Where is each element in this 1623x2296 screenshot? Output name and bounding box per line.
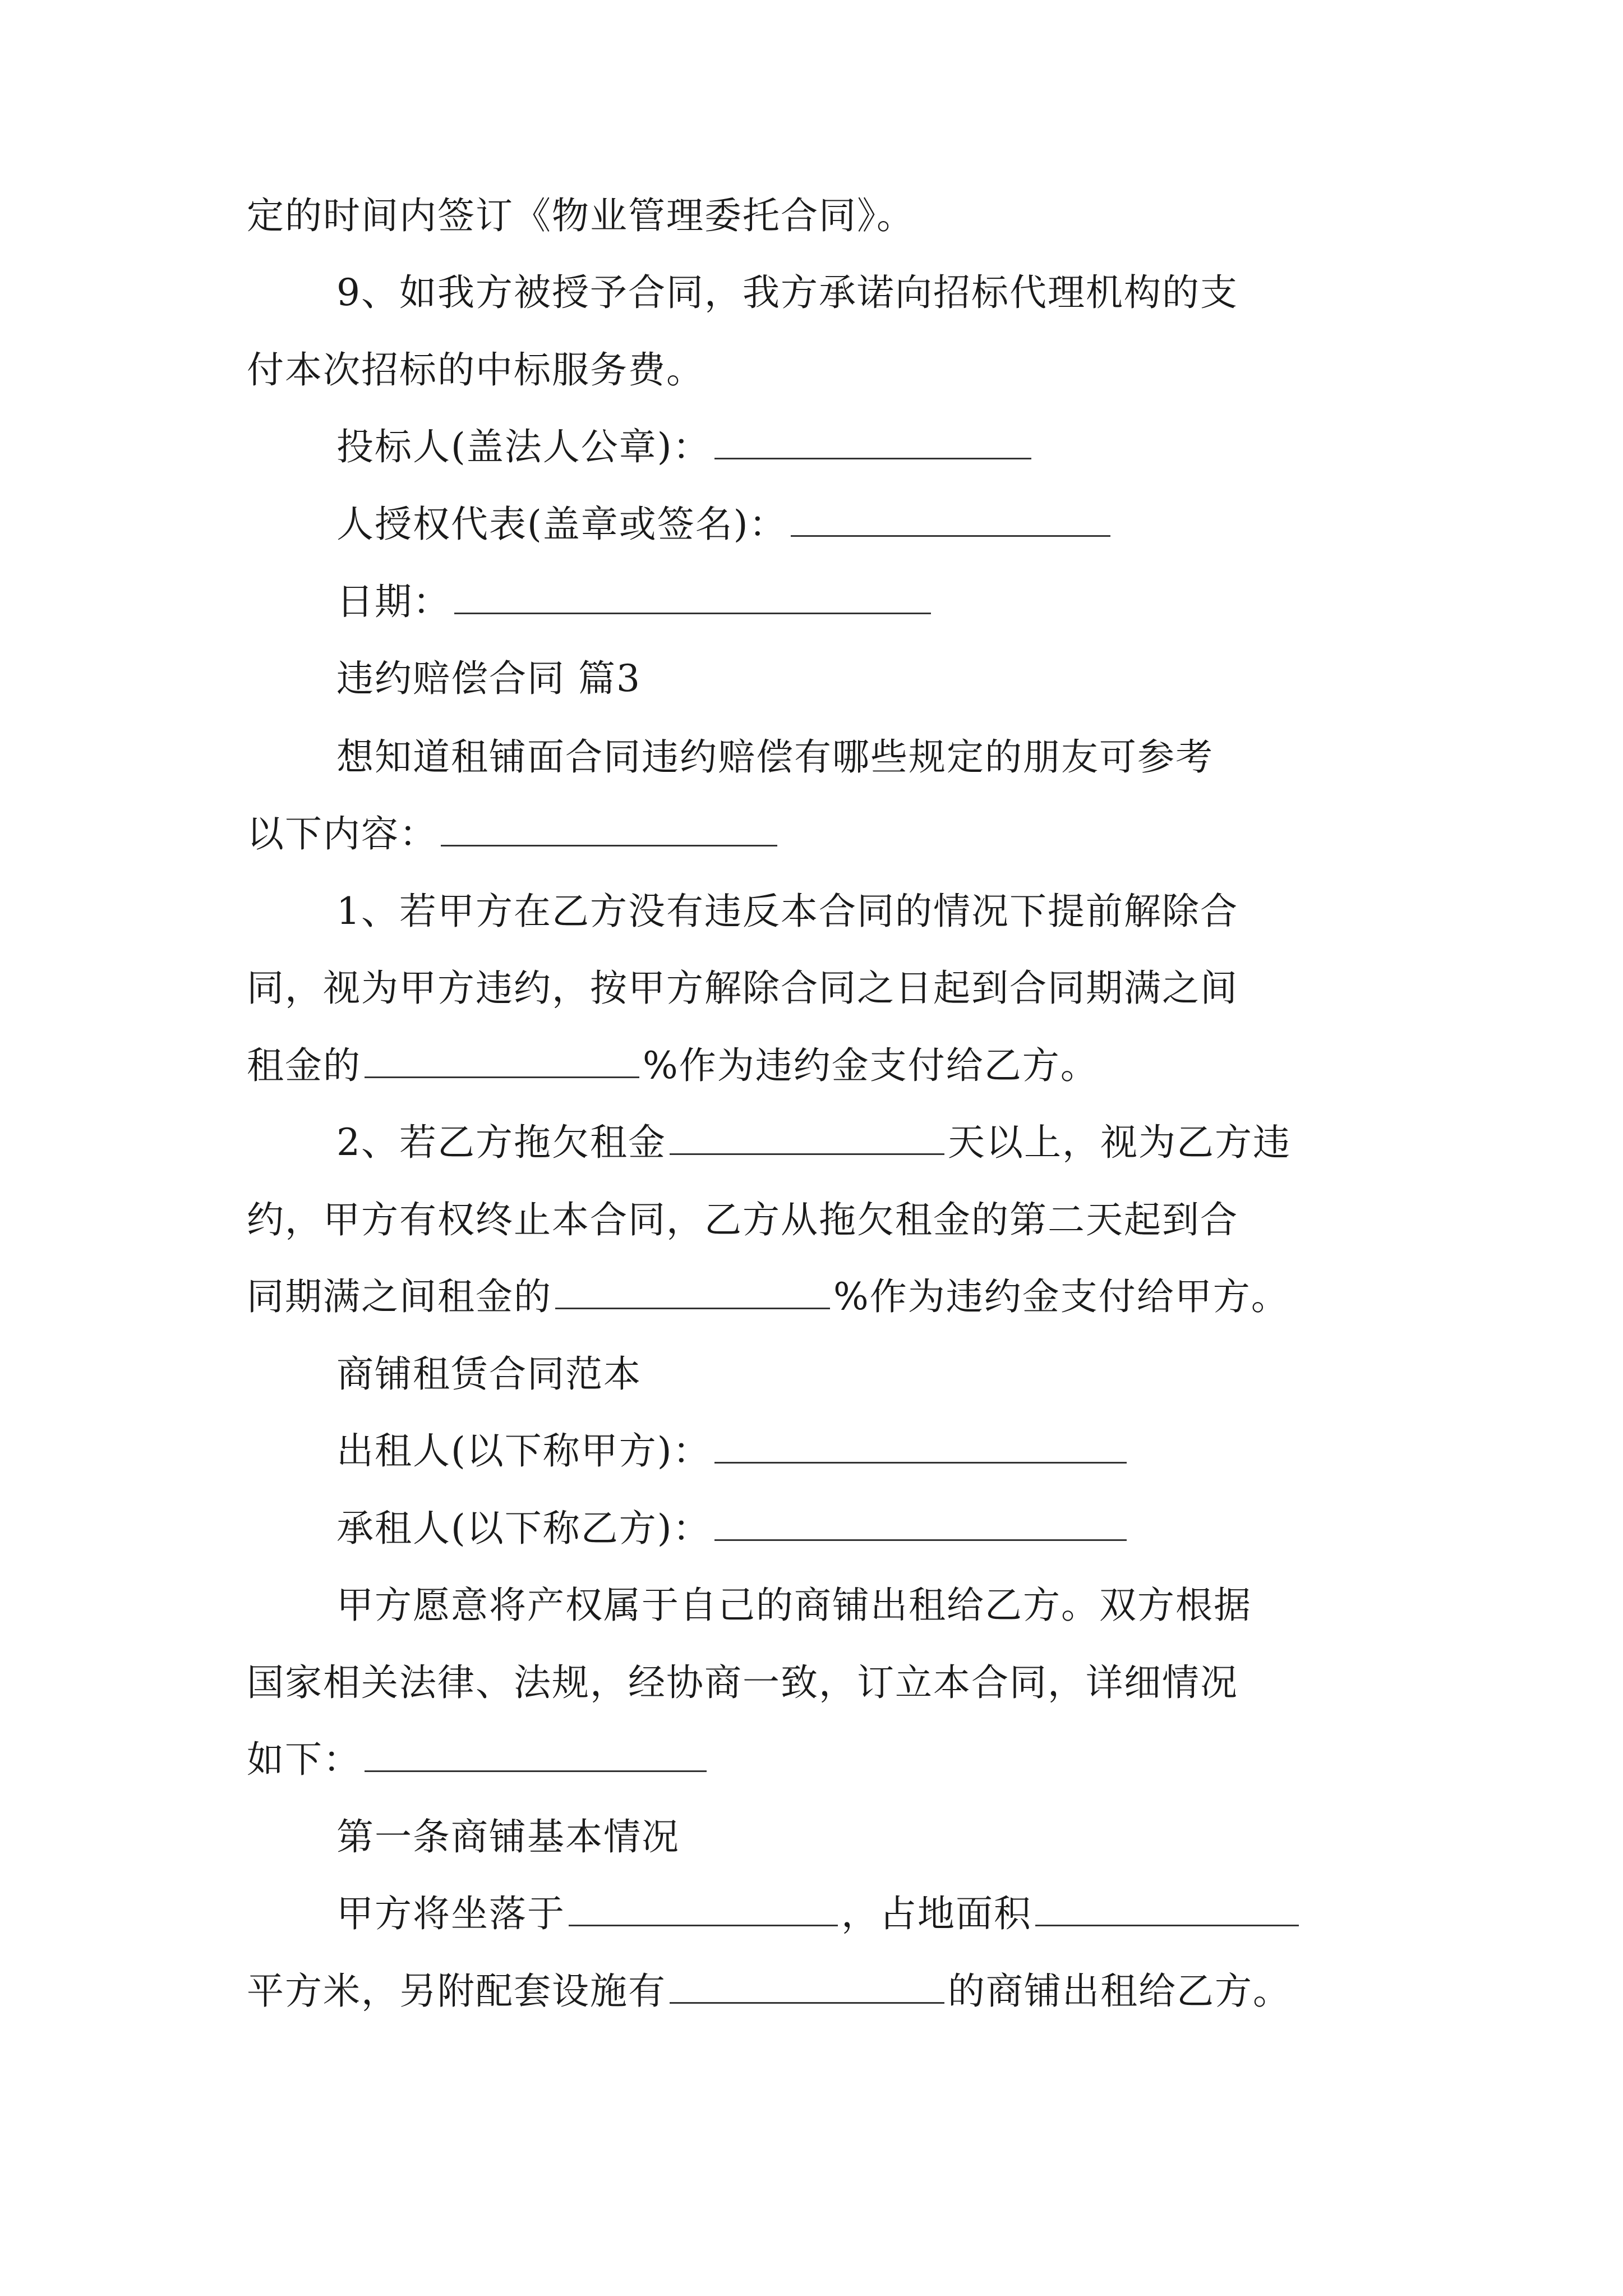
line-text: %作为违约金支付给乙方。 — [643, 1044, 1099, 1087]
line-text: 付本次招标的中标服务费。 — [247, 348, 704, 392]
blank-line[interactable] — [365, 1048, 639, 1078]
clause-2-line-1 — [336, 1120, 1291, 1165]
preamble-line-3 — [247, 1737, 710, 1782]
article-1-line-1 — [336, 1892, 1302, 1936]
clause-2-line-3 — [247, 1274, 1289, 1319]
blank-line[interactable] — [569, 1897, 838, 1926]
clause-1-line-3 — [247, 1043, 1099, 1088]
blank-line[interactable] — [791, 507, 1110, 537]
line-text: 国家相关法律、法规，经协商一致，订立本合同，详细情况 — [247, 1661, 1238, 1704]
intro-line-1 — [336, 735, 1214, 780]
line-text: 1、若甲方在乙方没有违反本合同的情况下提前解除合 — [336, 890, 1238, 933]
line-text: 同，视为甲方违约，按甲方解除合同之日起到合同期满之间 — [247, 967, 1238, 1010]
field-label: 承租人(以下称乙方)： — [336, 1507, 711, 1550]
section-heading — [336, 656, 641, 701]
blank-line[interactable] — [670, 1125, 944, 1155]
field-label: 人授权代表(盖章或签名)： — [336, 503, 787, 546]
preamble-line-1 — [336, 1583, 1252, 1628]
clause-2-line-2 — [247, 1198, 1238, 1243]
field-label: 出租人(以下称甲方)： — [336, 1429, 711, 1473]
line-text: 的商铺出租给乙方。 — [948, 1970, 1291, 2013]
line-text: 租金的 — [247, 1044, 361, 1087]
line-text: 平方米，另附配套设施有 — [247, 1970, 666, 2013]
line-text: 约，甲方有权终止本合同，乙方从拖欠租金的第二天起到合 — [247, 1198, 1238, 1241]
paragraph-9-line-1 — [336, 270, 1238, 315]
blank-line[interactable] — [454, 585, 931, 614]
blank-line[interactable] — [441, 817, 777, 846]
field-label: 以下内容： — [247, 812, 437, 855]
blank-line[interactable] — [670, 1974, 944, 2004]
line-text: 甲方愿意将产权属于自己的商铺出租给乙方。双方根据 — [336, 1584, 1252, 1627]
line-text: 想知道租铺面合同违约赔偿有哪些规定的朋友可参考 — [336, 735, 1214, 779]
date-field — [336, 579, 934, 624]
line-text: 2、若乙方拖欠租金 — [336, 1121, 666, 1164]
line-text: 定的时间内签订《物业管理委托合同》。 — [247, 194, 915, 237]
line-text: 同期满之间租金的 — [247, 1275, 552, 1318]
article-1-heading — [336, 1815, 680, 1860]
article-1-line-2 — [247, 1969, 1291, 2014]
line-text: 天以上，视为乙方违 — [948, 1121, 1291, 1164]
lessor-field — [336, 1429, 1130, 1474]
bidder-seal-field — [336, 425, 1035, 470]
lessee-field — [336, 1506, 1130, 1551]
line-text: 甲方将坐落于 — [336, 1892, 565, 1935]
blank-line[interactable] — [1035, 1897, 1299, 1926]
clause-1-line-1 — [336, 889, 1238, 934]
line-text: ，占地面积 — [841, 1892, 1032, 1935]
intro-line-2 — [247, 812, 781, 857]
line-text: %作为违约金支付给甲方。 — [833, 1275, 1289, 1318]
line-text: 9、如我方被授予合同，我方承诺向招标代理机构的支 — [336, 271, 1238, 314]
blank-line[interactable] — [555, 1280, 830, 1309]
text-line — [247, 194, 915, 238]
heading-text: 商铺租赁合同范本 — [336, 1352, 642, 1396]
field-label: 日期： — [336, 580, 451, 623]
contract-title — [336, 1352, 642, 1397]
clause-1-line-2 — [247, 966, 1238, 1011]
blank-line[interactable] — [714, 430, 1031, 459]
field-label: 如下： — [247, 1738, 361, 1781]
paragraph-9-line-2 — [247, 348, 704, 393]
blank-line[interactable] — [714, 1511, 1127, 1541]
preamble-line-2 — [247, 1660, 1238, 1705]
heading-text: 违约赔偿合同 篇3 — [336, 657, 641, 700]
heading-text: 第一条商铺基本情况 — [336, 1815, 680, 1858]
blank-line[interactable] — [714, 1434, 1127, 1464]
blank-line[interactable] — [365, 1742, 707, 1772]
authorized-rep-field — [336, 502, 1114, 547]
field-label: 投标人(盖法人公章)： — [336, 425, 711, 468]
